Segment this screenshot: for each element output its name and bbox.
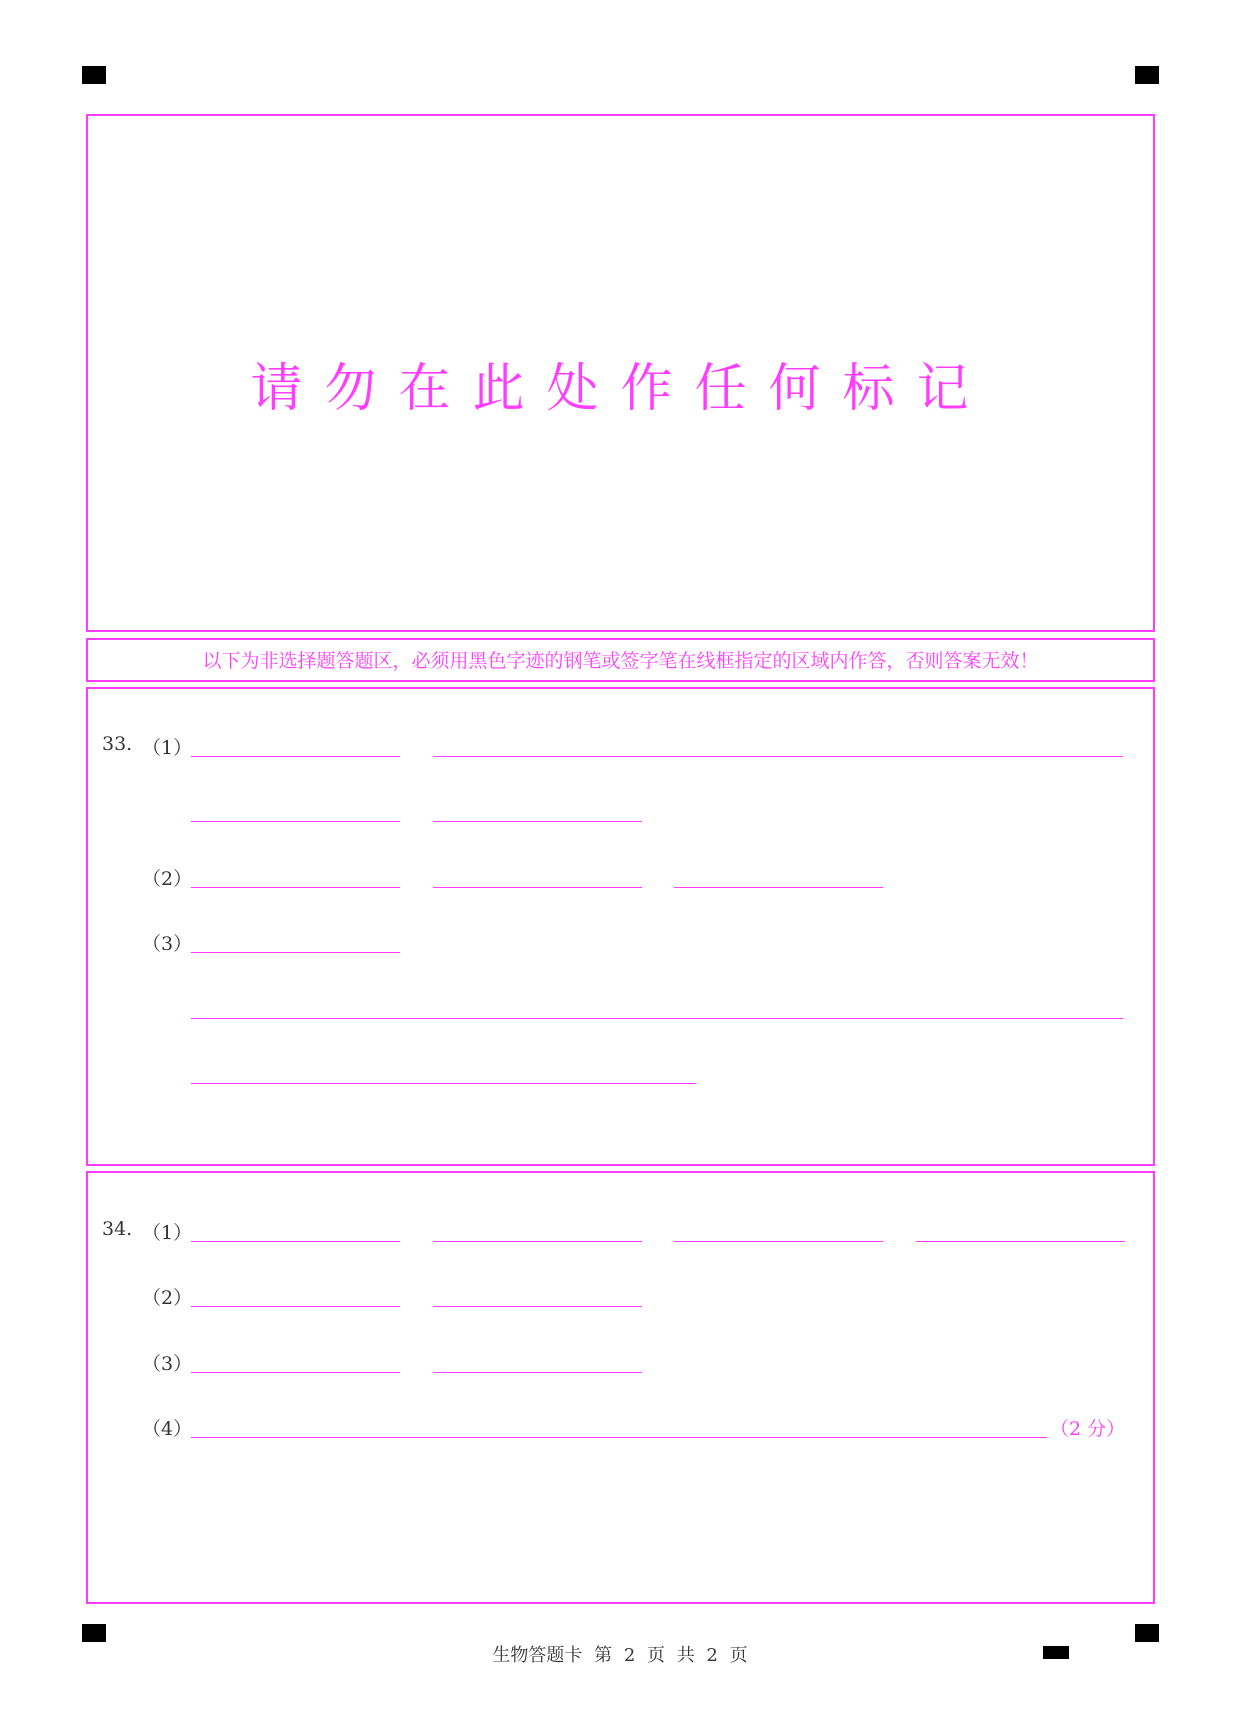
answer-line[interactable] <box>191 1241 400 1242</box>
answer-line[interactable] <box>433 887 642 888</box>
question-34-part-1: （1） <box>142 1222 193 1244</box>
score-note: （2 分） <box>1050 1418 1126 1440</box>
answer-line[interactable] <box>674 1241 883 1242</box>
no-mark-notice: 请勿在此处作任何标记 <box>250 359 991 419</box>
answer-line[interactable] <box>191 1083 696 1084</box>
instruction-text: 以下为非选择题答题区，必须用黑色字迹的钢笔或签字笔在线框指定的区域内作答，否则答案无效！ <box>202 650 1039 672</box>
question-33-number: 33. <box>102 733 133 755</box>
question-33-area <box>86 687 1155 1166</box>
question-34-part-4: （4） <box>142 1418 193 1440</box>
question-33-part-3: （3） <box>142 933 193 955</box>
question-33-part-2: （2） <box>142 868 193 890</box>
registration-mark-top-left <box>82 66 106 84</box>
question-34-number: 34. <box>102 1218 133 1240</box>
answer-line[interactable] <box>433 756 1123 757</box>
answer-line[interactable] <box>191 821 400 822</box>
registration-mark-bottom-right <box>1135 1624 1159 1642</box>
answer-line[interactable] <box>433 821 642 822</box>
answer-line[interactable] <box>191 756 400 757</box>
answer-line[interactable] <box>433 1372 642 1373</box>
answer-line[interactable] <box>191 1437 1047 1438</box>
answer-line[interactable] <box>433 1241 642 1242</box>
registration-mark-top-right <box>1135 66 1159 84</box>
question-34-part-2: （2） <box>142 1287 193 1309</box>
question-34-area <box>86 1171 1155 1604</box>
no-mark-zone <box>86 114 1155 632</box>
answer-line[interactable] <box>191 887 400 888</box>
question-33-part-1: （1） <box>142 737 193 759</box>
answer-line[interactable] <box>916 1241 1125 1242</box>
answer-line[interactable] <box>191 1306 400 1307</box>
instruction-banner <box>86 638 1155 682</box>
question-34-part-3: （3） <box>142 1353 193 1375</box>
answer-line[interactable] <box>191 952 400 953</box>
answer-line[interactable] <box>433 1306 642 1307</box>
answer-line[interactable] <box>674 887 883 888</box>
answer-line[interactable] <box>191 1372 400 1373</box>
page-footer: 生物答题卡 第 2 页 共 2 页 <box>492 1645 748 1666</box>
answer-line[interactable] <box>191 1018 1123 1019</box>
registration-mark-bottom-left <box>82 1624 106 1642</box>
